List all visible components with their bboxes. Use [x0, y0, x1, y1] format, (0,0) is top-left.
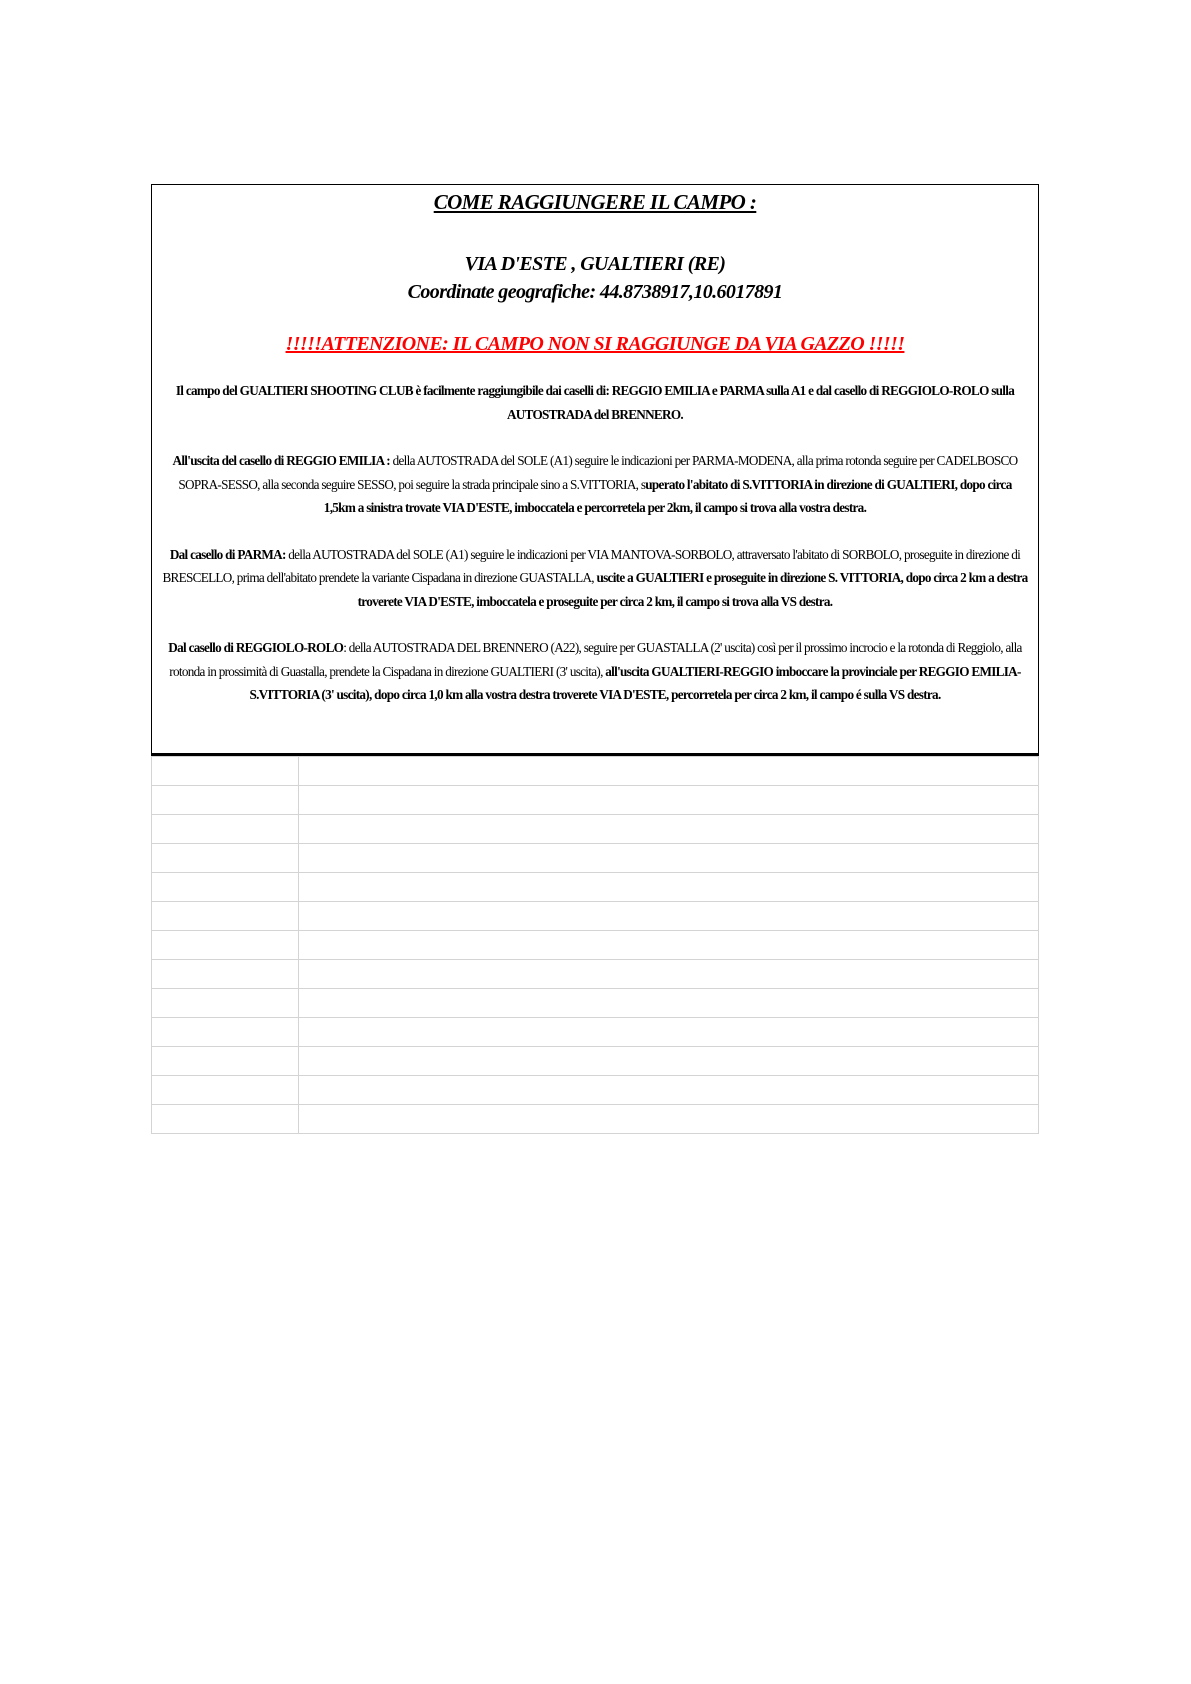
warning-text: !!!!!ATTENZIONE: IL CAMPO NON SI RAGGIUNGE DA VIA GAZZO !!!!!: [285, 333, 905, 355]
grid-row: [152, 1076, 1039, 1105]
grid-cell: [299, 960, 1039, 989]
reggio-directions: [162, 449, 1028, 520]
grid-cell: [152, 902, 299, 931]
address: VIA D'ESTE , GUALTIERI (RE): [464, 253, 726, 275]
reggio-lead: All'uscita del casello di REGGIO EMILIA :: [172, 453, 390, 468]
grid-row: [152, 902, 1039, 931]
grid-cell: [299, 931, 1039, 960]
grid-row: [152, 960, 1039, 989]
grid-cell: [152, 1105, 299, 1134]
reggio-text: della AUTOSTRADA del SOLE (A1) seguire le indicazioni per PARMA-MODENA, alla prima rotonda seguire per CADELBOSCO SOPRA-SESSO, alla seconda seguire SESSO, poi seguire la strada principale sino a S.VITTORIA, s: [178, 453, 1018, 492]
grid-row: [152, 757, 1039, 786]
grid-row: [152, 786, 1039, 815]
parma-bold-text: uscite a GUALTIERI e proseguite in direzione S. VITTORIA, dopo circa 2 km a destra troverete VIA D'ESTE, imboccatela e proseguite per circa 2 km, il campo si trova alla VS destra.: [357, 570, 1028, 609]
grid-cell: [299, 1047, 1039, 1076]
grid-cell: [299, 786, 1039, 815]
grid-cell: [152, 757, 299, 786]
grid-cell: [152, 1018, 299, 1047]
grid-row: [152, 844, 1039, 873]
document-title: COME RAGGIUNGERE IL CAMPO :: [433, 190, 757, 214]
reggiolo-lead: Dal casello di REGGIOLO-ROLO: [168, 640, 344, 655]
grid-cell: [299, 1076, 1039, 1105]
parma-lead: Dal casello di PARMA:: [169, 546, 286, 562]
grid-cell: [299, 873, 1039, 902]
grid-cell: [152, 1076, 299, 1105]
grid-row: [152, 1105, 1039, 1134]
grid-cell: [152, 989, 299, 1018]
coordinates: Coordinate geografiche: 44.8738917,10.6017891: [407, 281, 783, 303]
grid-cell: [152, 931, 299, 960]
grid-cell: [152, 815, 299, 844]
grid-row: [152, 873, 1039, 902]
grid-cell: [299, 757, 1039, 786]
directions-box: [151, 184, 1039, 756]
reggiolo-text: : della AUTOSTRADA DEL BRENNERO (A22), seguire per GUASTALLA (2' uscita) così per il prossimo incrocio e la rotonda di Reggiolo, alla rotonda in prossimità di Guastalla, prendete la Cispadana in direzione GUALTIERI (3' uscita),: [169, 640, 1022, 679]
empty-grid: [151, 756, 1039, 1134]
grid-row: [152, 1018, 1039, 1047]
reggiolo-bold-text: all'uscita GUALTIERI-REGGIO imboccare la provinciale per REGGIO EMILIA-S.VITTORIA (3' uscita), dopo circa 1,0 km alla vostra destra troverete VIA D'ESTE, percorretela per circa 2 km, il campo é sulla VS destra.: [249, 663, 1021, 702]
grid-cell: [152, 786, 299, 815]
grid-row: [152, 931, 1039, 960]
grid-cell: [299, 989, 1039, 1018]
grid-cell: [152, 844, 299, 873]
grid-row: [152, 989, 1039, 1018]
grid-cell: [299, 1018, 1039, 1047]
parma-text: della AUTOSTRADA del SOLE (A1) seguire le indicazioni per VIA MANTOVA-SORBOLO, attraversato l'abitato di SORBOLO, proseguite in direzione di BRESCELLO, prima dell'abitato prendete la variante Cispadana in direzione GUASTALLA,: [162, 546, 1021, 585]
grid-row: [152, 1047, 1039, 1076]
grid-cell: [152, 873, 299, 902]
intro-paragraph: Il campo del GUALTIERI SHOOTING CLUB è facilmente raggiungibile dai caselli di: REGGIO EMILIA e PARMA sulla A1 e dal casello di REGGIOLO-ROLO sulla AUTOSTRADA del BRENNERO.: [175, 383, 1015, 422]
grid-cell: [299, 1105, 1039, 1134]
spreadsheet-page: [151, 184, 1039, 1134]
reggio-bold-text: uperato l'abitato di S.VITTORIA in direzione di GUALTIERI, dopo circa 1,5km a sinistra trovate VIA D'ESTE, imboccatela e percorretela per 2km, il campo si trova alla vostra destra.: [323, 476, 1012, 515]
grid-cell: [299, 902, 1039, 931]
grid-cell: [152, 960, 299, 989]
grid-cell: [299, 844, 1039, 873]
grid-row: [152, 815, 1039, 844]
parma-directions: [162, 543, 1028, 614]
grid-cell: [299, 815, 1039, 844]
reggiolo-directions: [162, 636, 1028, 707]
grid-cell: [152, 1047, 299, 1076]
